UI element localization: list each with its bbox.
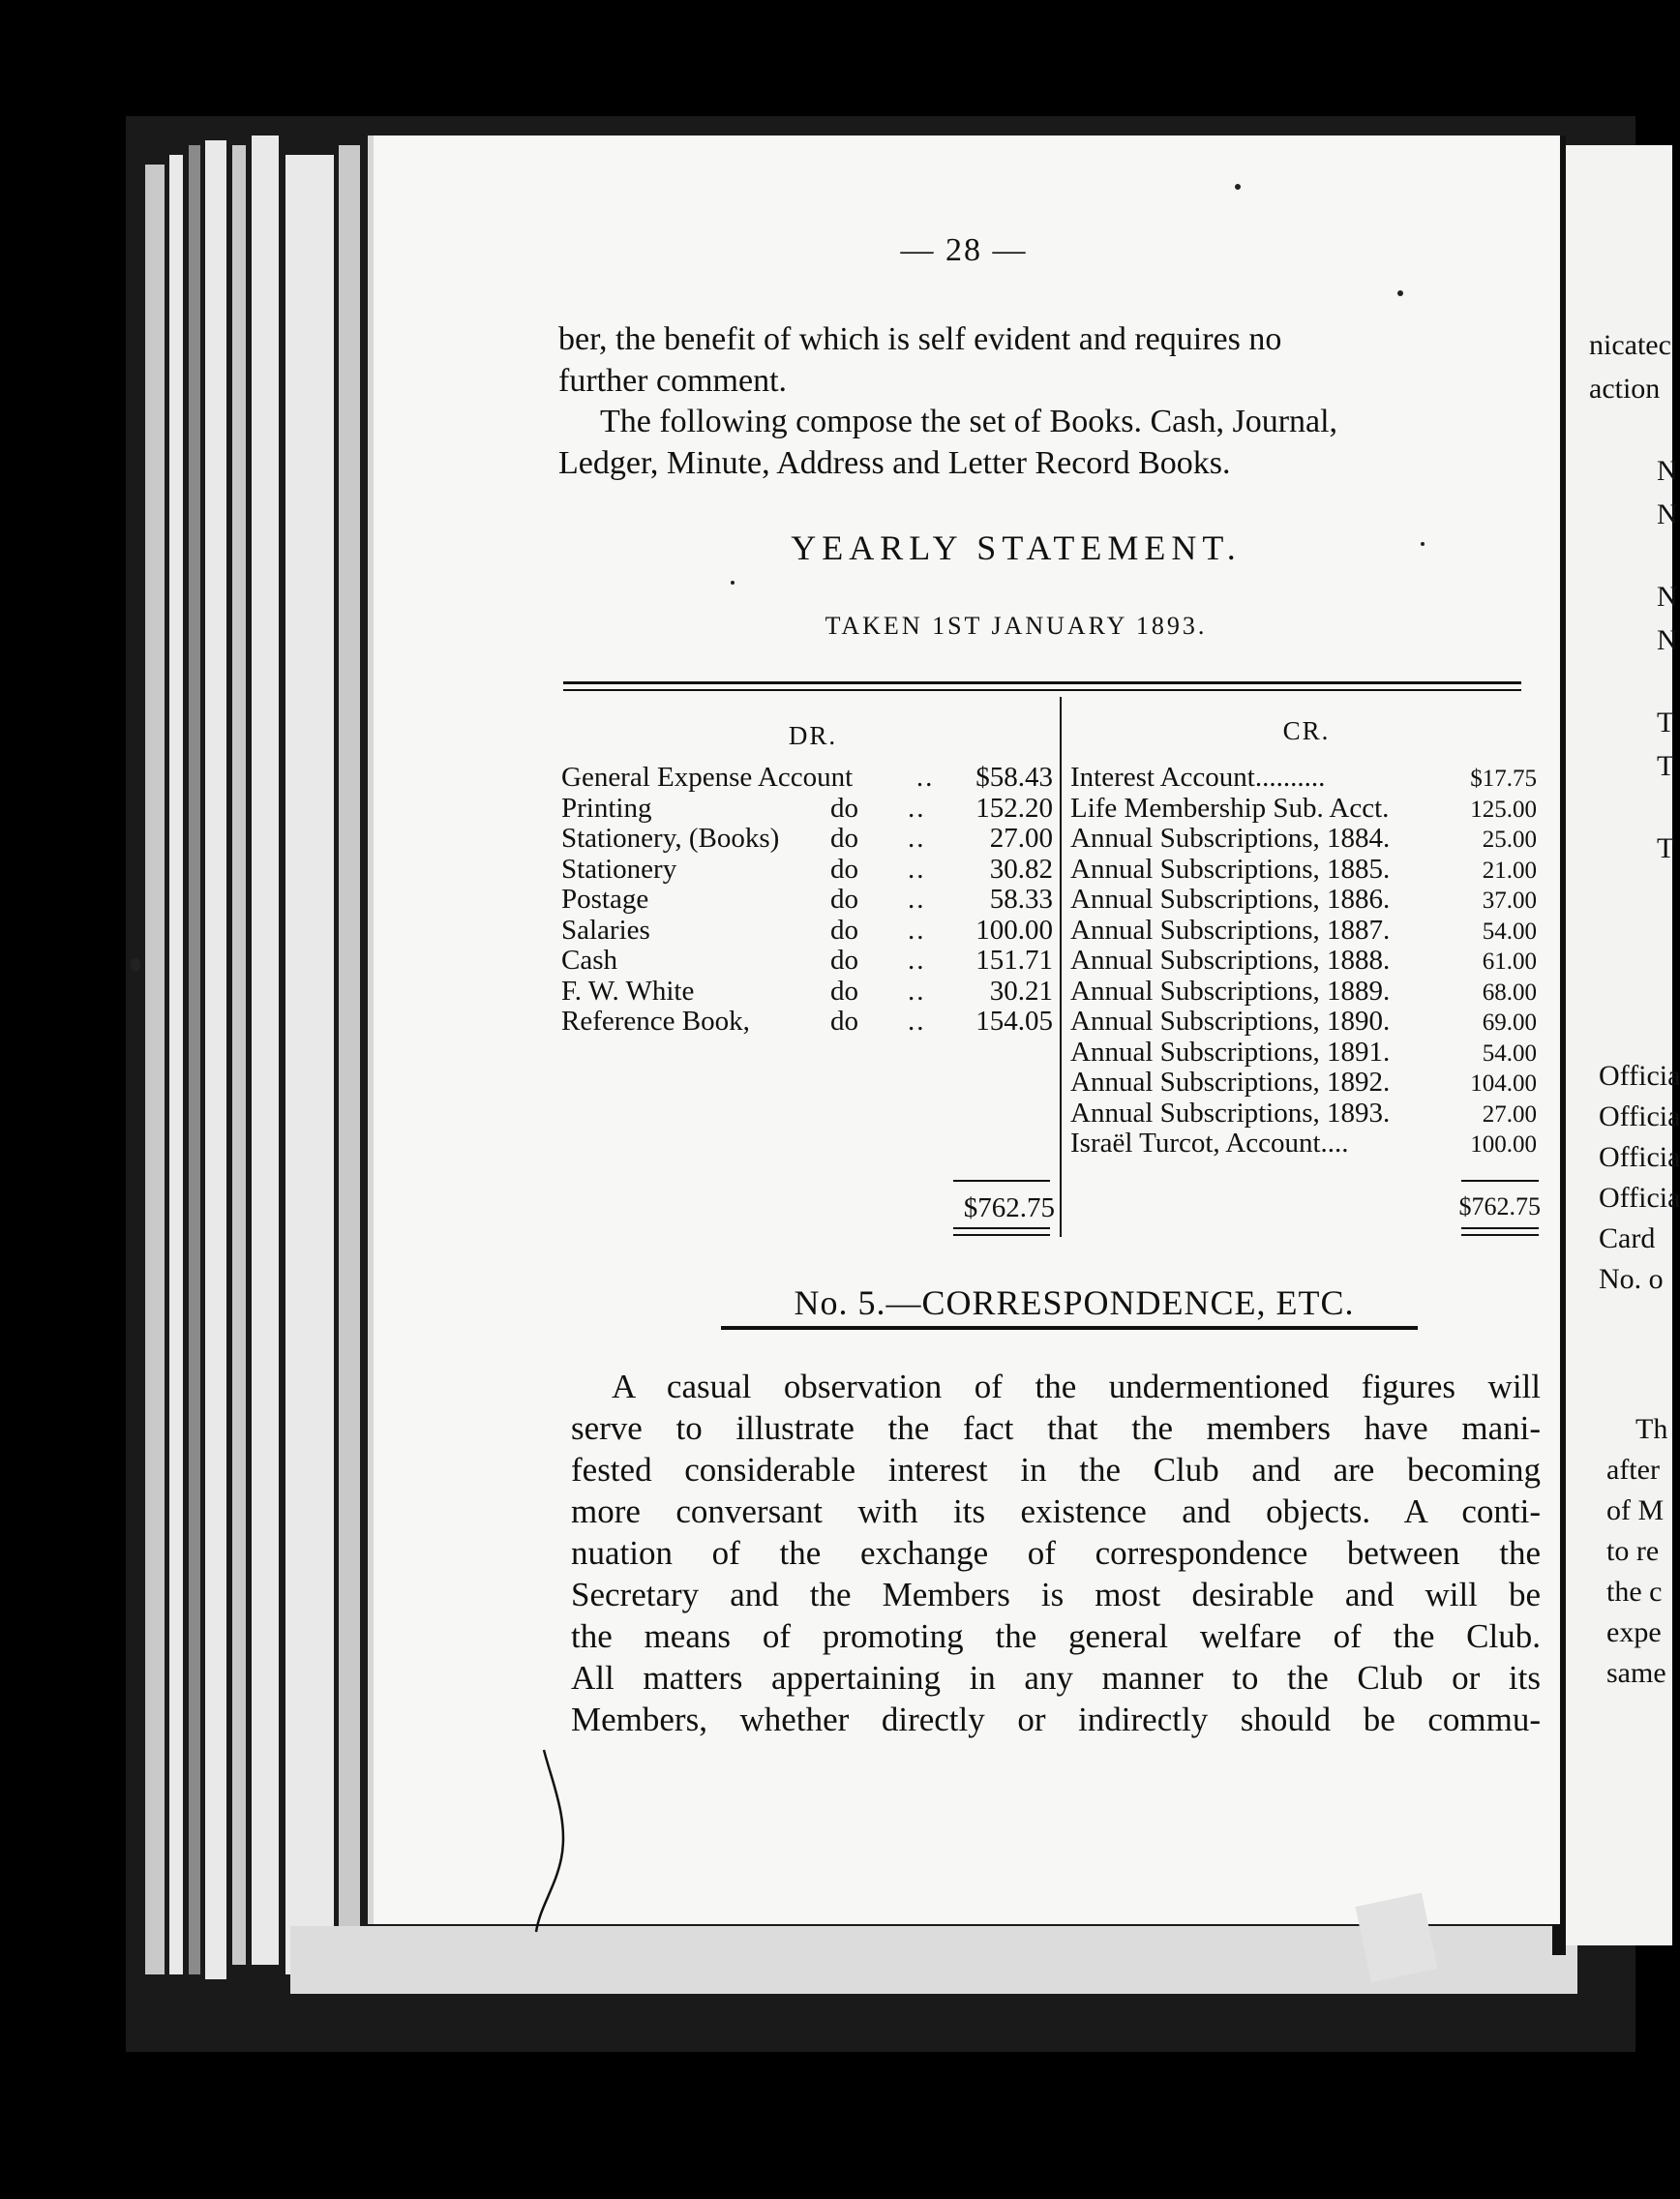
facing-page-line: Th <box>1635 1413 1668 1445</box>
dr-name: Stationery <box>561 853 677 885</box>
cr-row <box>1070 915 1537 945</box>
dr-dots: .. <box>908 945 926 976</box>
dr-name: Reference Book, <box>561 1006 750 1037</box>
cr-row <box>1070 1067 1537 1097</box>
dr-name: General Expense Account <box>561 762 854 793</box>
cr-name: Annual Subscriptions, 1884. <box>1070 823 1391 854</box>
dr-ref: do <box>830 792 858 824</box>
dr-total-rule <box>953 1234 1050 1236</box>
dr-ref: do <box>830 975 858 1007</box>
cr-amt: 68.00 <box>1482 979 1537 1006</box>
intro-line: Ledger, Minute, Address and Letter Record Books. <box>558 445 1231 481</box>
cr-amt: 54.00 <box>1482 1039 1537 1067</box>
dr-amt: 154.05 <box>975 1006 1053 1037</box>
column-divider <box>1060 697 1062 1237</box>
page-edge <box>232 145 246 1965</box>
cr-label: CR. <box>1282 716 1331 745</box>
dr-ref: do <box>830 945 858 976</box>
cr-row <box>1070 1098 1537 1128</box>
section-line: more conversant with its existence and objects. A conti- <box>571 1492 1541 1530</box>
cr-name: Interest Account.......... <box>1070 762 1326 793</box>
facing-page-line: Card <box>1599 1222 1656 1254</box>
dr-dots: .. <box>908 823 926 854</box>
section-line: nuation of the exchange of correspondence between the <box>571 1534 1541 1572</box>
cr-row <box>1070 762 1537 792</box>
dr-ref: do <box>830 914 858 946</box>
facing-page-line: same <box>1606 1657 1666 1689</box>
cr-name: Annual Subscriptions, 1891. <box>1070 1036 1391 1068</box>
dr-name: Printing <box>561 792 652 824</box>
speck <box>1421 542 1425 546</box>
dr-row <box>561 915 1053 945</box>
cr-name: Annual Subscriptions, 1886. <box>1070 884 1391 915</box>
intro-line: The following compose the set of Books. Cash, Journal, <box>600 404 1338 439</box>
facing-page-line: to re <box>1606 1535 1660 1567</box>
page-edge <box>285 155 334 1974</box>
section-line: Members, whether directly or indirectly should be commu- <box>571 1701 1541 1738</box>
dr-total-rule <box>953 1227 1050 1229</box>
cr-name: Life Membership Sub. Acct. <box>1070 792 1390 824</box>
section-line: serve to illustrate the fact that the members have mani- <box>571 1409 1541 1447</box>
cr-total: $762.75 <box>1458 1192 1541 1220</box>
cr-name: Annual Subscriptions, 1890. <box>1070 1006 1391 1037</box>
section-title: No. 5.—CORRESPONDENCE, ETC. <box>794 1283 1355 1322</box>
speck <box>1397 290 1403 296</box>
section-underline <box>721 1326 1418 1330</box>
dr-row <box>561 793 1053 823</box>
dr-amt: 30.82 <box>989 853 1053 885</box>
facing-page-line: N <box>1657 624 1678 656</box>
section-line: Secretary and the Members is most desirable and will be <box>571 1576 1541 1613</box>
cr-amt: 125.00 <box>1470 796 1537 823</box>
cr-total-rule <box>1461 1234 1539 1236</box>
facing-page-line: T <box>1657 750 1675 782</box>
intro-line: ber, the benefit of which is self evident and requires no <box>558 321 1282 357</box>
section-line: All matters appertaining in any manner to the Club or its <box>571 1659 1541 1697</box>
page-edge <box>205 140 226 1979</box>
dr-row <box>561 823 1053 853</box>
facing-page-line: after <box>1606 1454 1660 1486</box>
dr-row <box>561 854 1053 884</box>
facing-page-line: Officia <box>1599 1060 1680 1092</box>
dr-row <box>561 976 1053 1006</box>
facing-page-line: nicatec <box>1589 329 1671 361</box>
facing-page-line: T <box>1657 832 1675 864</box>
cr-row <box>1070 854 1537 884</box>
facing-page-line: N <box>1657 581 1678 613</box>
dr-row <box>561 1006 1053 1036</box>
cr-row <box>1070 1006 1537 1036</box>
cr-name: Annual Subscriptions, 1885. <box>1070 853 1391 885</box>
cr-amt: $17.75 <box>1470 766 1537 792</box>
dr-amt: 100.00 <box>975 914 1053 946</box>
dr-label: DR. <box>788 721 838 750</box>
speck <box>1235 184 1241 190</box>
cr-row <box>1070 976 1537 1006</box>
dr-amt: 58.33 <box>989 884 1053 915</box>
dr-amt: 27.00 <box>989 823 1053 854</box>
dr-dots: .. <box>908 914 926 946</box>
cr-name: Annual Subscriptions, 1893. <box>1070 1097 1391 1129</box>
dr-total-rule <box>953 1180 1050 1182</box>
facing-page-line: Officia <box>1599 1182 1680 1214</box>
dr-dots: .. <box>908 884 926 915</box>
cr-amt: 100.00 <box>1470 1131 1537 1158</box>
page-number: — 28 — <box>900 232 1028 268</box>
dr-dots: .. <box>908 975 926 1007</box>
dr-name: Cash <box>561 945 617 976</box>
dr-name: F. W. White <box>561 975 695 1007</box>
page-edge <box>145 165 165 1974</box>
facing-page-line: No. o <box>1599 1263 1664 1295</box>
dr-total: $762.75 <box>963 1192 1055 1223</box>
cr-name: Annual Subscriptions, 1892. <box>1070 1067 1391 1098</box>
statement-title: YEARLY STATEMENT. <box>791 528 1242 567</box>
cr-amt: 27.00 <box>1482 1100 1537 1128</box>
dr-amt: 30.21 <box>989 975 1053 1007</box>
dr-ref: do <box>830 1006 858 1037</box>
facing-page-line: N <box>1657 498 1678 530</box>
cr-name: Annual Subscriptions, 1887. <box>1070 914 1391 946</box>
cr-name: Israël Turcot, Account.... <box>1070 1128 1349 1159</box>
dr-amt: 152.20 <box>975 792 1053 824</box>
dr-dots: .. <box>915 762 935 793</box>
statement-top-rule <box>563 689 1521 691</box>
facing-page-line: Officia <box>1599 1100 1680 1132</box>
dr-dots: .. <box>908 1006 926 1037</box>
section-line: the means of promoting the general welfare of the Club. <box>571 1617 1541 1655</box>
cr-amt: 104.00 <box>1470 1070 1537 1097</box>
dr-name: Postage <box>561 884 649 915</box>
page-edge <box>339 145 360 1945</box>
page-edge <box>169 155 183 1974</box>
cr-row <box>1070 1037 1537 1067</box>
section-line: A casual observation of the undermentioned figures will <box>612 1368 1541 1405</box>
facing-page-line: T <box>1657 707 1675 738</box>
cr-row <box>1070 793 1537 823</box>
cr-name: Annual Subscriptions, 1889. <box>1070 975 1391 1007</box>
dr-name: Salaries <box>561 914 650 946</box>
cr-amt: 69.00 <box>1482 1009 1537 1036</box>
speck <box>731 581 735 585</box>
section-line: fested considerable interest in the Club and are becoming <box>571 1451 1541 1489</box>
cr-amt: 25.00 <box>1482 827 1537 853</box>
statement-top-rule <box>563 681 1521 684</box>
cr-amt: 54.00 <box>1482 918 1537 945</box>
dr-ref: do <box>830 853 858 885</box>
cr-total-rule <box>1461 1180 1539 1182</box>
facing-page-line: Officia <box>1599 1141 1680 1173</box>
cr-total-rule <box>1461 1227 1539 1229</box>
cr-amt: 37.00 <box>1482 888 1537 914</box>
dr-row <box>561 762 1053 792</box>
page-edge <box>189 145 200 1974</box>
dr-ref: do <box>830 884 858 915</box>
speck <box>131 958 140 972</box>
facing-page-line: expe <box>1606 1616 1662 1648</box>
pen-mark <box>523 1742 581 1936</box>
dr-dots: .. <box>908 792 926 824</box>
cr-row <box>1070 945 1537 975</box>
dr-dots: .. <box>908 853 926 885</box>
facing-page-line: of M <box>1606 1494 1665 1526</box>
dr-amt: 151.71 <box>975 945 1053 976</box>
intro-line: further comment. <box>558 363 788 399</box>
facing-page-line: action <box>1589 373 1661 405</box>
dr-amt: $58.43 <box>975 762 1053 793</box>
page-edge <box>252 136 279 1965</box>
cr-row <box>1070 1128 1537 1158</box>
dr-row <box>561 884 1053 914</box>
dr-row <box>561 945 1053 975</box>
cr-amt: 21.00 <box>1482 857 1537 884</box>
cr-amt: 61.00 <box>1482 949 1537 975</box>
facing-page-line: N <box>1657 455 1678 487</box>
cr-row <box>1070 884 1537 914</box>
dr-name: Stationery, (Books) <box>561 823 780 854</box>
cr-name: Annual Subscriptions, 1888. <box>1070 945 1391 976</box>
dr-ref: do <box>830 823 858 854</box>
facing-page-line: the c <box>1606 1576 1663 1608</box>
statement-subtitle: TAKEN 1ST JANUARY 1893. <box>825 612 1208 640</box>
cr-row <box>1070 823 1537 853</box>
